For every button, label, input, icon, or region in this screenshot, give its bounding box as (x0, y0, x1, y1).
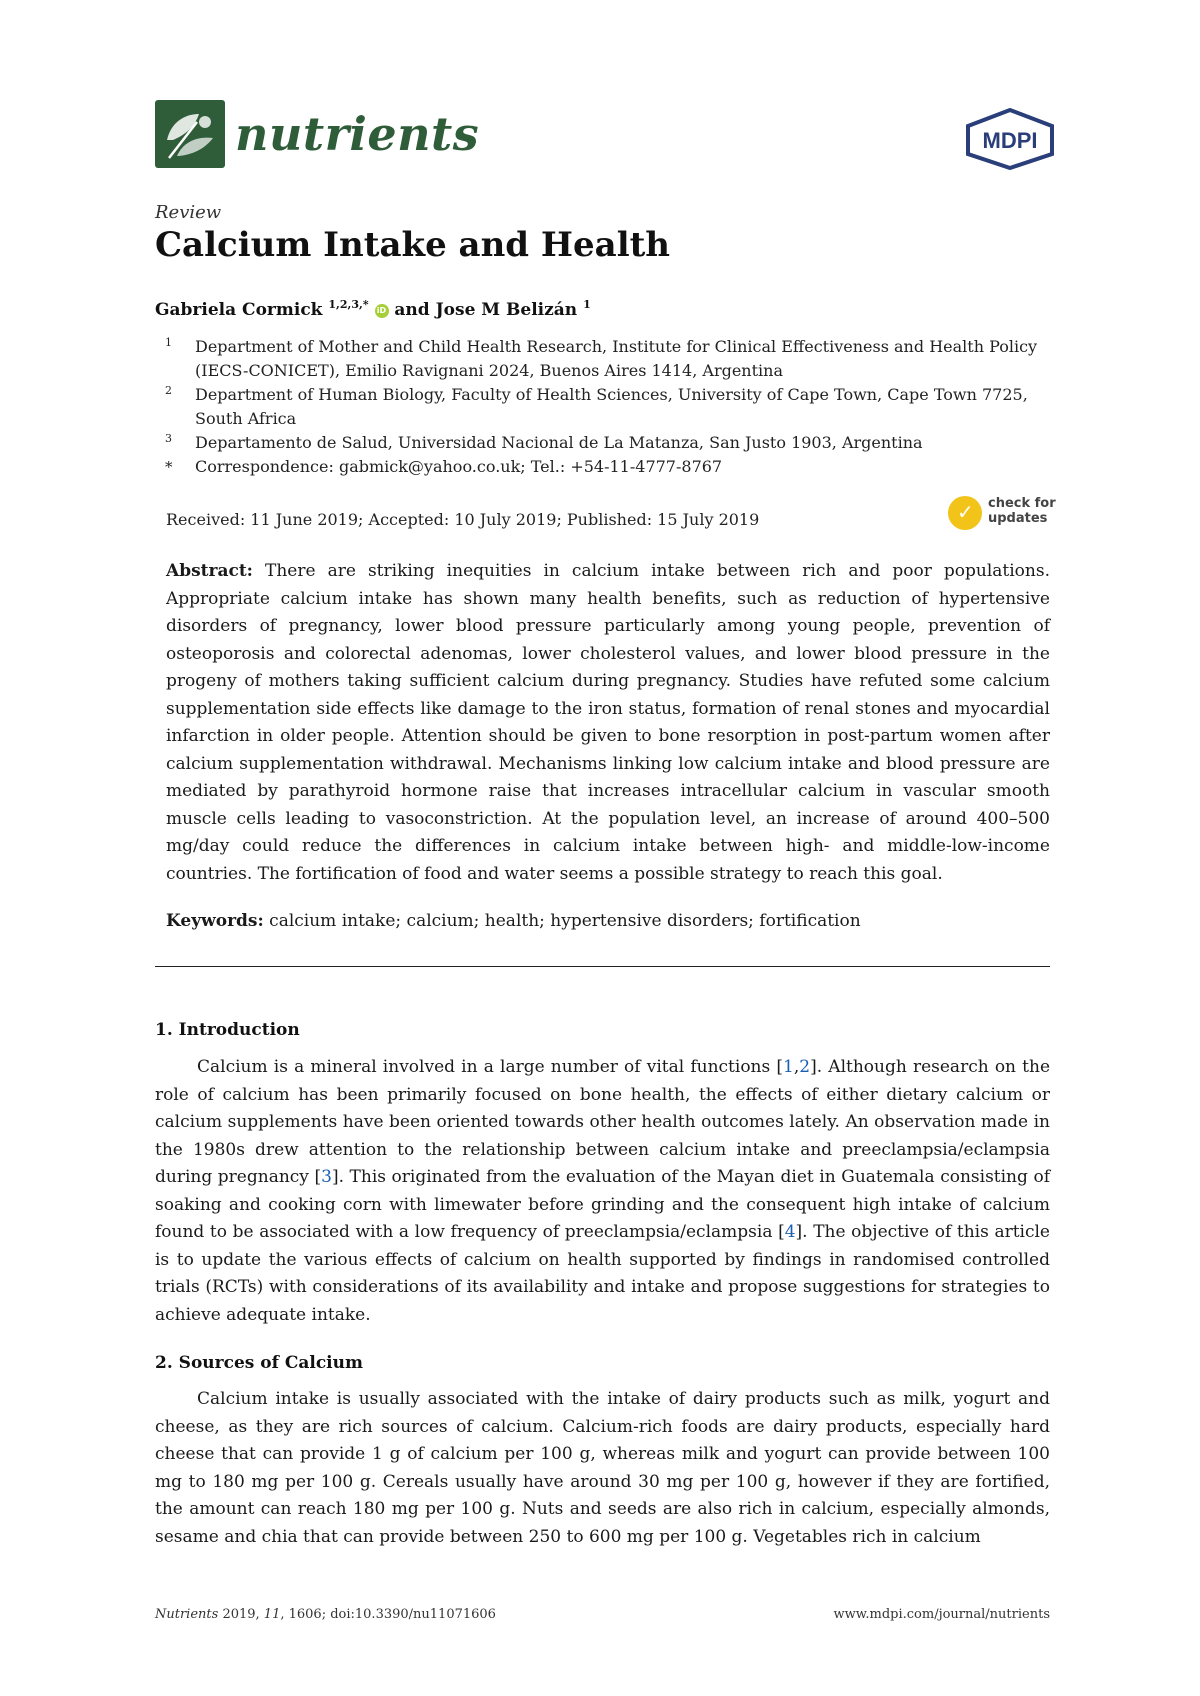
section-heading: 1. Introduction (155, 1020, 300, 1040)
author-name: Jose M Belizán (435, 300, 578, 320)
body-paragraph: Calcium intake is usually associated with the intake of dairy products such as milk, yogurt and cheese, as they are rich sources of calcium. Calcium-rich foods are dairy products, especially hard cheese that can provide 1 g of calcium per 100 g, whereas milk and yogurt can provide between 100 mg to 180 mg per 100 g. Cereals usually have around 30 mg per 100 g, however if they are fortified, the amount can reach 180 mg per 100 g. Nuts and seeds are also rich in calcium, especially almonds, sesame and chia that can provide between 250 to 600 mg per 100 g. Vegetables rich in calcium (155, 1389, 1050, 1547)
citation-footer: Nutrients 2019, 11, 1606; doi:10.3390/nu11071606 (155, 1607, 496, 1622)
keywords-text: calcium intake; calcium; health; hypertensive disorders; fortification (269, 911, 861, 931)
keywords-label: Keywords: (166, 911, 264, 931)
publisher-label: MDPI (982, 128, 1038, 153)
check-icon: ✓ (948, 496, 982, 530)
keywords (166, 911, 1050, 931)
journal-logo (155, 100, 225, 168)
journal-name: nutrients (235, 107, 480, 161)
affiliation: 1 Department of Mother and Child Health Research, Institute for Clinical Effectiveness and Health Policy (IECS-CONICET), Emilio Ravignani 2024, Buenos Aires 1414, Argentina (165, 336, 1038, 380)
abstract-text: There are striking inequities in calcium intake between rich and poor populations. Appropriate calcium intake has shown many health benefits, such as reduction of hypertensive disorders of pregnancy, lower blood pressure particularly among young people, prevention of osteoporosis and colorectal adenomas, lower cholesterol values, and lower blood pressure in the progeny of mothers taking sufficient calcium during pregnancy. Studies have refuted some calcium supplementation side effects like damage to the iron status, formation of renal stones and myocardial infarction in older people. Attention should be given to bone resorption in post-partum women after calcium supplementation withdrawal. Mechanisms linking low calcium intake and blood pressure are mediated by parathyroid hormone raise that increases intracellular calcium in vascular smooth muscle cells leading to vasoconstriction. At the population level, an increase of around 400–500 mg/day could reduce the differences in calcium intake between high- and middle-low-income countries. The fortification of food and water seems a possible strategy to reach this goal. (166, 561, 1050, 884)
correspondence: * Correspondence: gabmick@yahoo.co.uk; Tel.: +54-11-4777-8767 (165, 457, 723, 476)
citation-link[interactable]: 3 (321, 1167, 332, 1187)
author-affiliation-marks: 1 (583, 298, 591, 311)
leaf-icon (155, 100, 225, 168)
publication-dates: Received: 11 June 2019; Accepted: 10 July 2019; Published: 15 July 2019 (166, 510, 760, 529)
citation-link[interactable]: 4 (784, 1222, 796, 1242)
section-divider (155, 966, 1050, 967)
publisher-logo (964, 108, 1056, 170)
article-type: Review (155, 202, 222, 223)
affiliation: 2 Department of Human Biology, Faculty of Health Sciences, University of Cape Town, Cape Town 7725, South Africa (165, 384, 1028, 428)
orcid-icon[interactable]: iD (375, 304, 389, 318)
abstract (166, 558, 1050, 888)
body-paragraph: Calcium is a mineral involved in a large number of vital functions [1,2]. Although research on the role of calcium has been primarily focused on bone health, the effects of either dietary calcium or calcium supplements have been oriented towards other health outcomes lately. An observation made in the 1980s drew attention to the relationship between calcium intake and preeclampsia/eclampsia during pregnancy [3]. This originated from the evaluation of the Mayan diet in Guatemala consisting of soaking and cooking corn with limewater before grinding and the consequent high intake of calcium found to be associated with a low frequency of preeclampsia/eclampsia [4]. The objective of this article is to update the various effects of calcium on health supported by findings in randomised controlled trials (RCTs) with considerations of its availability and intake and propose suggestions for strategies to achieve adequate intake. (155, 1057, 1051, 1325)
citation-link[interactable]: 1 (783, 1057, 794, 1077)
abstract-label: Abstract: (166, 561, 253, 581)
author-affiliation-marks: 1,2,3,* (328, 298, 369, 311)
check-for-updates-badge[interactable]: ✓ check for updates (948, 494, 1068, 534)
affiliation: 3 Departamento de Salud, Universidad Nacional de La Matanza, San Justo 1903, Argentina (165, 432, 923, 452)
page-title: Calcium Intake and Health (155, 225, 671, 265)
author-list (155, 298, 591, 320)
author-separator: and (394, 300, 430, 320)
citation-link[interactable]: 2 (799, 1057, 811, 1077)
author-name: Gabriela Cormick (155, 300, 323, 320)
section-heading: 2. Sources of Calcium (155, 1353, 363, 1373)
journal-url[interactable]: www.mdpi.com/journal/nutrients (833, 1607, 1050, 1622)
